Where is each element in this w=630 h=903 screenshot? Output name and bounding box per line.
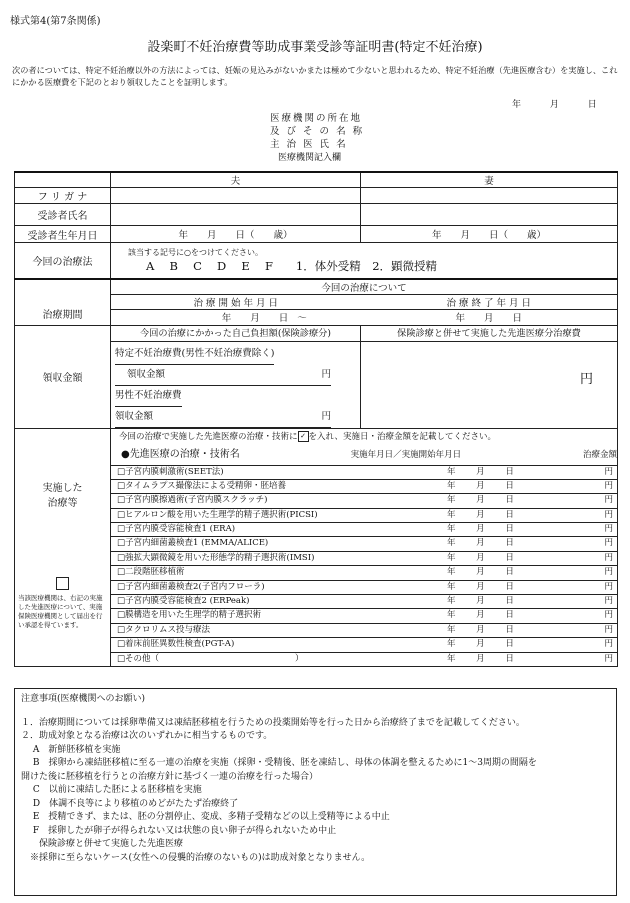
method-instruction: 該当する記号に○をつけてください。: [128, 247, 263, 257]
advanced-item-date[interactable]: 年 月 日: [446, 581, 514, 592]
husband-name-field[interactable]: [111, 204, 361, 226]
tech-name-header: ●先進医療の治療・技術名: [121, 448, 240, 460]
note-line: ※採卵に至らないケース(女性への侵襲的治療のないもの)は助成対象となりません。: [21, 852, 371, 863]
amount-header: 治療金額: [582, 449, 617, 460]
advanced-item-yen[interactable]: 円: [604, 596, 613, 607]
advanced-item-row[interactable]: [111, 565, 617, 579]
advanced-item-name[interactable]: □ヒアルロン酸を用いた生理学的精子選択術(PICSI): [117, 509, 318, 520]
advanced-item-row[interactable]: [111, 479, 617, 493]
advanced-item-name[interactable]: □その他（ ）: [117, 653, 304, 664]
advanced-item-date[interactable]: 年 月 日: [446, 596, 514, 607]
performed-instruction-2: を入れ、実施日・治療金額を記載してください。: [308, 431, 497, 442]
doctor-name-label: 主 治 医 氏 名: [270, 139, 348, 150]
institution-name-label: 及 び そ の 名 称: [270, 126, 365, 137]
advanced-item-yen[interactable]: 円: [604, 466, 613, 477]
advanced-item-row[interactable]: [111, 493, 617, 507]
institution-address-label: 医療機関の所在地: [270, 113, 363, 124]
notes-list: [21, 717, 610, 866]
advanced-item-row[interactable]: [111, 623, 617, 637]
note-line: F 採卵したが卵子が得られない又は状態の良い卵子が得られないため中止: [21, 825, 337, 836]
advanced-item-row[interactable]: [111, 551, 617, 565]
advanced-item-row[interactable]: [111, 594, 617, 608]
advanced-item-name[interactable]: □子宮内膜擦過術(子宮内膜スクラッチ): [117, 495, 268, 506]
note-line: １．治療期間については採卵準備又は凍結胚移植を行うための投薬開始等を行った日から治療終了までを記載してください。: [21, 717, 525, 728]
about-treatment-header: 今回の治療について: [111, 279, 618, 295]
advanced-item-date[interactable]: 年 月 日: [446, 509, 514, 520]
advanced-item-yen[interactable]: 円: [604, 495, 613, 506]
approval-note: 当該医療機関は、右記の実施した先進医療について、実施保険医療機関として届出を行い承認を得ています。: [18, 593, 103, 629]
advanced-item-name[interactable]: □着床前胚異数性検査(PGT-A): [117, 639, 235, 650]
advanced-item-name[interactable]: □タイムラプス撮像法による受精卵・胚培養: [117, 480, 287, 491]
advanced-item-yen[interactable]: 円: [604, 639, 613, 650]
advanced-item-date[interactable]: 年 月 日: [446, 552, 514, 563]
note-line: 保険診療と併せて実施した先進医療: [21, 839, 184, 849]
furigana-label: フ リ ガ ナ: [15, 188, 111, 204]
advanced-item-row[interactable]: [111, 465, 617, 479]
advanced-item-row[interactable]: [111, 522, 617, 536]
period-label-cell: [15, 279, 111, 326]
advanced-item-date[interactable]: 年 月 日: [446, 567, 514, 578]
advanced-yen: 円: [579, 371, 593, 387]
self-pay-cell: [111, 325, 361, 428]
advanced-item-name[interactable]: □子宮内細菌叢検査1 (EMMA/ALICE): [117, 538, 269, 549]
notes-heading: 注意事項(医療機関へのお願い): [21, 694, 146, 704]
specific-treatment-label: 特定不妊治療費(男性不妊治療費除く): [115, 344, 274, 365]
note-line: E 授精できず、または、胚の分割停止、変成、多精子受精などの以上受精等による中止: [21, 812, 390, 822]
wife-furigana-field[interactable]: [361, 188, 618, 204]
advanced-item-date[interactable]: 年 月 日: [446, 639, 514, 650]
note-line: B 採卵から凍結胚移植に至る一連の治療を実施（採卵・受精後、胚を凍結し、母体の体調を整えるために1～3周期の間隔を: [21, 758, 537, 768]
advanced-item-row[interactable]: [111, 536, 617, 550]
advanced-item-yen[interactable]: 円: [604, 567, 613, 578]
check-mark-icon: ✓: [298, 431, 309, 442]
advanced-item-yen[interactable]: 円: [604, 624, 613, 635]
note-line: C 以前に凍結した胚による胚移植を実施: [21, 785, 202, 795]
performed-label-cell: [15, 428, 111, 666]
advanced-item-yen[interactable]: 円: [604, 509, 613, 520]
form-title: 設楽町不妊治療費等助成事業受診等証明書(特定不妊治療): [147, 40, 483, 55]
advanced-item-date[interactable]: 年 月 日: [446, 466, 514, 477]
advanced-item-name[interactable]: □子宮内細菌叢検査2(子宮内フローラ): [117, 581, 265, 592]
advanced-item-name[interactable]: □タクロリムス投与療法: [117, 624, 211, 635]
advanced-item-name[interactable]: □強拡大顕微鏡を用いた形態学的精子選択術(IMSI): [117, 552, 315, 563]
advanced-item-row[interactable]: [111, 608, 617, 622]
husband-header: 夫: [111, 172, 361, 188]
note-line: ２．助成対象となる治療は次のいずれかに相当するものです。: [21, 731, 273, 741]
advanced-item-yen[interactable]: 円: [604, 524, 613, 535]
treatment-method-label: 今回の治療法: [15, 243, 111, 279]
items-header-row: [111, 445, 617, 465]
intro-text: 次の者については、特定不妊治療以外の方法によっては、妊娠の見込みがないかまたは極めて少ないと思われるため、特定不妊治療（先進医療含む）を実施し、これにかかる医療費を下記のとおり領収したことを証明します。: [12, 65, 618, 87]
end-date-field[interactable]: 年 月 日: [361, 309, 618, 325]
performed-treatment-label: 実施した 治療等: [42, 482, 83, 509]
advanced-item-name[interactable]: □子宮内膜刺激術(SEET法): [117, 466, 224, 477]
wife-header: 妻: [361, 172, 618, 188]
advanced-item-yen[interactable]: 円: [604, 653, 613, 664]
advanced-item-date[interactable]: 年 月 日: [446, 610, 514, 621]
institution-fill-label: 医療機関記入欄: [278, 153, 342, 163]
advanced-item-name[interactable]: □膜構造を用いた生理学的精子選択術: [117, 610, 262, 621]
wife-name-field[interactable]: [361, 204, 618, 226]
male-treatment-label: 男性不妊治療費: [115, 386, 182, 407]
notes-box: [14, 688, 617, 896]
checkbox-icon[interactable]: [56, 577, 69, 590]
advanced-items-list: [111, 465, 617, 666]
advanced-item-yen[interactable]: 円: [604, 538, 613, 549]
birthdate-label: 受診者生年月日: [15, 226, 111, 243]
start-date-label: 治 療 開 始 年 月 日: [111, 294, 361, 309]
form-number: 様式第4(第7条関係): [10, 16, 101, 27]
advanced-pay-cell[interactable]: [361, 325, 618, 428]
advanced-item-yen[interactable]: 円: [604, 610, 613, 621]
amount-label-1: 領収金額: [127, 368, 166, 380]
advanced-pay-header: 保険診療と併せて実施した先進医療分治療費: [361, 326, 617, 342]
advanced-item-row[interactable]: [111, 637, 617, 651]
date-header: 実施年月日／実施開始年月日: [350, 449, 462, 460]
advanced-item-yen[interactable]: 円: [604, 581, 613, 592]
advanced-item-date[interactable]: 年 月 日: [446, 538, 514, 549]
note-line: A 新鮮胚移植を実施: [21, 744, 121, 755]
wife-birthdate-field[interactable]: 年 月 日（ 歳）: [361, 226, 618, 243]
advanced-item-date[interactable]: 年 月 日: [446, 624, 514, 635]
advanced-item-date[interactable]: 年 月 日: [446, 480, 514, 491]
self-pay-header: 今回の治療にかかった自己負担額(保険診療分): [111, 326, 360, 342]
husband-birthdate-field[interactable]: 年 月 日（ 歳）: [111, 226, 361, 243]
performed-instruction: [111, 429, 617, 445]
advanced-item-date[interactable]: 年 月 日: [446, 524, 514, 535]
corner-cell: [15, 172, 111, 188]
advanced-item-name[interactable]: □子宮内膜受容能検査2 (ERPeak): [117, 596, 250, 607]
husband-furigana-field[interactable]: [111, 188, 361, 204]
male-treatment-amount-field[interactable]: [115, 407, 331, 428]
advanced-item-name[interactable]: □子宮内膜受容能検査1 (ERA): [117, 524, 236, 535]
certificate-table: [14, 171, 618, 667]
note-line: D 体調不良等により移植のめどがたたず治療終了: [21, 798, 239, 809]
start-date-field[interactable]: 年 月 日 ～: [111, 309, 361, 325]
advanced-items-cell: [111, 428, 618, 666]
end-date-label: 治 療 終 了 年 月 日: [361, 294, 618, 309]
advanced-item-yen[interactable]: 円: [604, 552, 613, 563]
approval-checkbox[interactable]: [18, 577, 107, 590]
yen-2: 円: [321, 410, 331, 422]
receipt-amount-label: 領収金額: [15, 325, 111, 428]
advanced-item-name[interactable]: □二段階胚移植術: [117, 567, 185, 578]
advanced-item-row[interactable]: [111, 508, 617, 522]
treatment-period-label: 治療期間: [42, 309, 83, 321]
advanced-item-date[interactable]: 年 月 日: [446, 653, 514, 664]
specific-treatment-amount-field[interactable]: [115, 365, 331, 386]
note-line: 開けた後に胚移植を行うとの治療方針に基づく一連の治療を行った場合）: [21, 771, 319, 782]
performed-instruction-1: 今回の治療で実施した先進医療の治療・技術に: [119, 431, 298, 442]
method-options[interactable]: A B C D E F 1．体外受精 2．顕微授精: [146, 258, 438, 273]
advanced-item-yen[interactable]: 円: [604, 480, 613, 491]
advanced-item-row[interactable]: [111, 580, 617, 594]
issue-date: 年 月 日: [512, 100, 597, 110]
patient-name-label: 受診者氏名: [15, 204, 111, 226]
advanced-item-date[interactable]: 年 月 日: [446, 495, 514, 506]
amount-label-2: 領収金額: [115, 410, 154, 422]
advanced-item-row[interactable]: [111, 652, 617, 666]
treatment-method-cell[interactable]: [111, 243, 618, 279]
yen-1: 円: [321, 368, 331, 380]
